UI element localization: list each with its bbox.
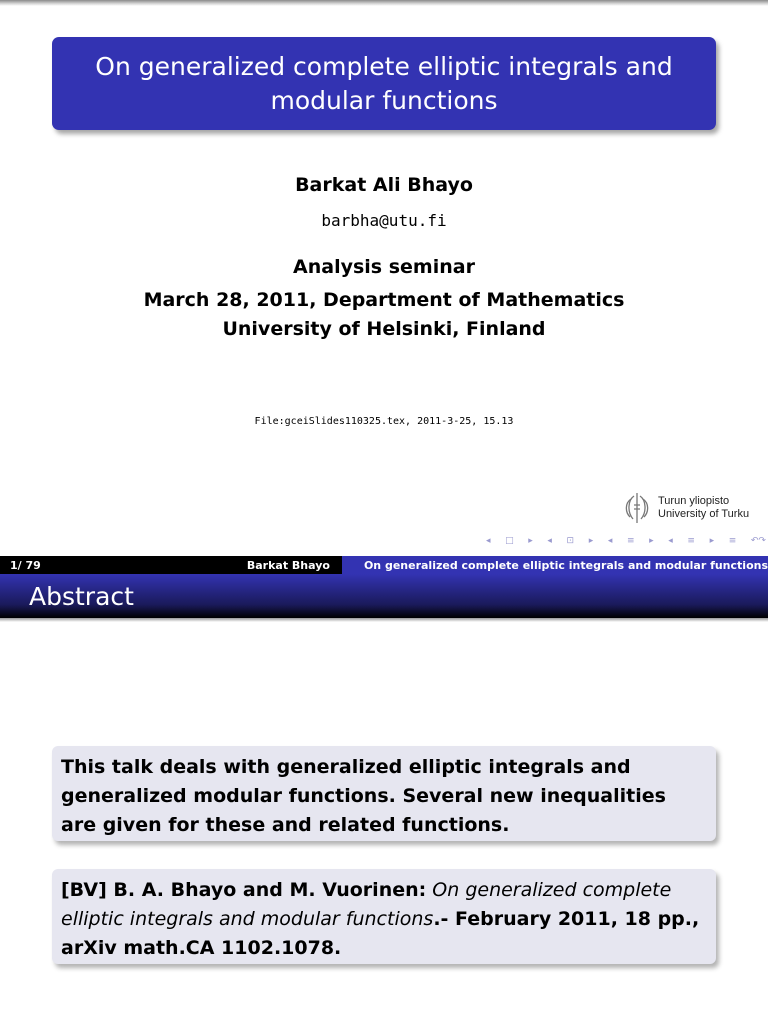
- top-shadow: [0, 0, 768, 6]
- event-university: University of Helsinki, Finland: [222, 318, 546, 340]
- footer-title: On generalized complete elliptic integrals and modular functions: [363, 558, 768, 572]
- title-box: [52, 37, 716, 130]
- logo-line-english: University of Turku: [658, 508, 750, 520]
- university-logo: [622, 489, 762, 527]
- frame-title-shadow: [0, 618, 768, 622]
- beamer-navigation: [486, 536, 766, 550]
- footer-author: Barkat Bhayo: [246, 558, 330, 572]
- logo-line-finnish: Turun yliopisto: [658, 495, 730, 507]
- reference-title: On generalized complete elliptic integrals and modular functions: [61, 879, 672, 930]
- nav-next-slide-icon[interactable]: ▸: [528, 536, 533, 546]
- slide-title: On generalized complete elliptic integrals and modular functions: [95, 51, 673, 115]
- footer-left: [0, 556, 342, 574]
- nav-prev-section-icon[interactable]: ◂: [668, 536, 673, 546]
- nav-next-subsection-icon[interactable]: ▸: [649, 536, 654, 546]
- nav-prev-slide-icon[interactable]: ◂: [486, 536, 491, 546]
- author-email: barbha@utu.fi: [321, 211, 447, 230]
- beamer-footer: [0, 556, 768, 574]
- nav-prev-frame-icon[interactable]: ◂: [547, 536, 552, 546]
- reference-block: [52, 869, 716, 964]
- university-emblem-icon: [622, 490, 652, 526]
- nav-next-frame-icon[interactable]: ▸: [588, 536, 594, 546]
- frame-title-bar: [0, 574, 768, 618]
- nav-subsection-icon[interactable]: ≡: [626, 536, 635, 546]
- nav-section-icon[interactable]: ≡: [687, 536, 695, 546]
- nav-toc-icon[interactable]: ≡: [728, 536, 737, 546]
- footer-page-number: 1/ 79: [10, 558, 41, 572]
- footer-right: [342, 556, 768, 574]
- abstract-block: [52, 746, 716, 841]
- event-name: Analysis seminar: [293, 256, 475, 278]
- abstract-text: This talk deals with generalized elliptic integrals and generalized modular functions. Several new inequalities are given for these and related functions.: [61, 756, 666, 836]
- frame-title: Abstract: [29, 581, 134, 611]
- nav-prev-subsection-icon[interactable]: ◂: [607, 536, 613, 546]
- nav-slide-icon[interactable]: □: [505, 536, 514, 546]
- nav-frame-icon[interactable]: ⊡: [566, 536, 575, 546]
- author-name: Barkat Ali Bhayo: [295, 174, 473, 196]
- logo-text: [658, 495, 749, 521]
- reference-authors: [BV] B. A. Bhayo and M. Vuorinen:: [61, 879, 427, 901]
- nav-search-back-icon[interactable]: ↶↷: [750, 536, 766, 546]
- event-date-department: March 28, 2011, Department of Mathematics: [143, 289, 625, 311]
- file-info-line: File:gceiSlides110325.tex, 2011-3-25, 15.13: [254, 416, 514, 427]
- nav-next-section-icon[interactable]: ▸: [709, 536, 715, 546]
- reference-details: .- February 2011, 18 pp., arXiv math.CA 1102.1078.: [61, 908, 700, 959]
